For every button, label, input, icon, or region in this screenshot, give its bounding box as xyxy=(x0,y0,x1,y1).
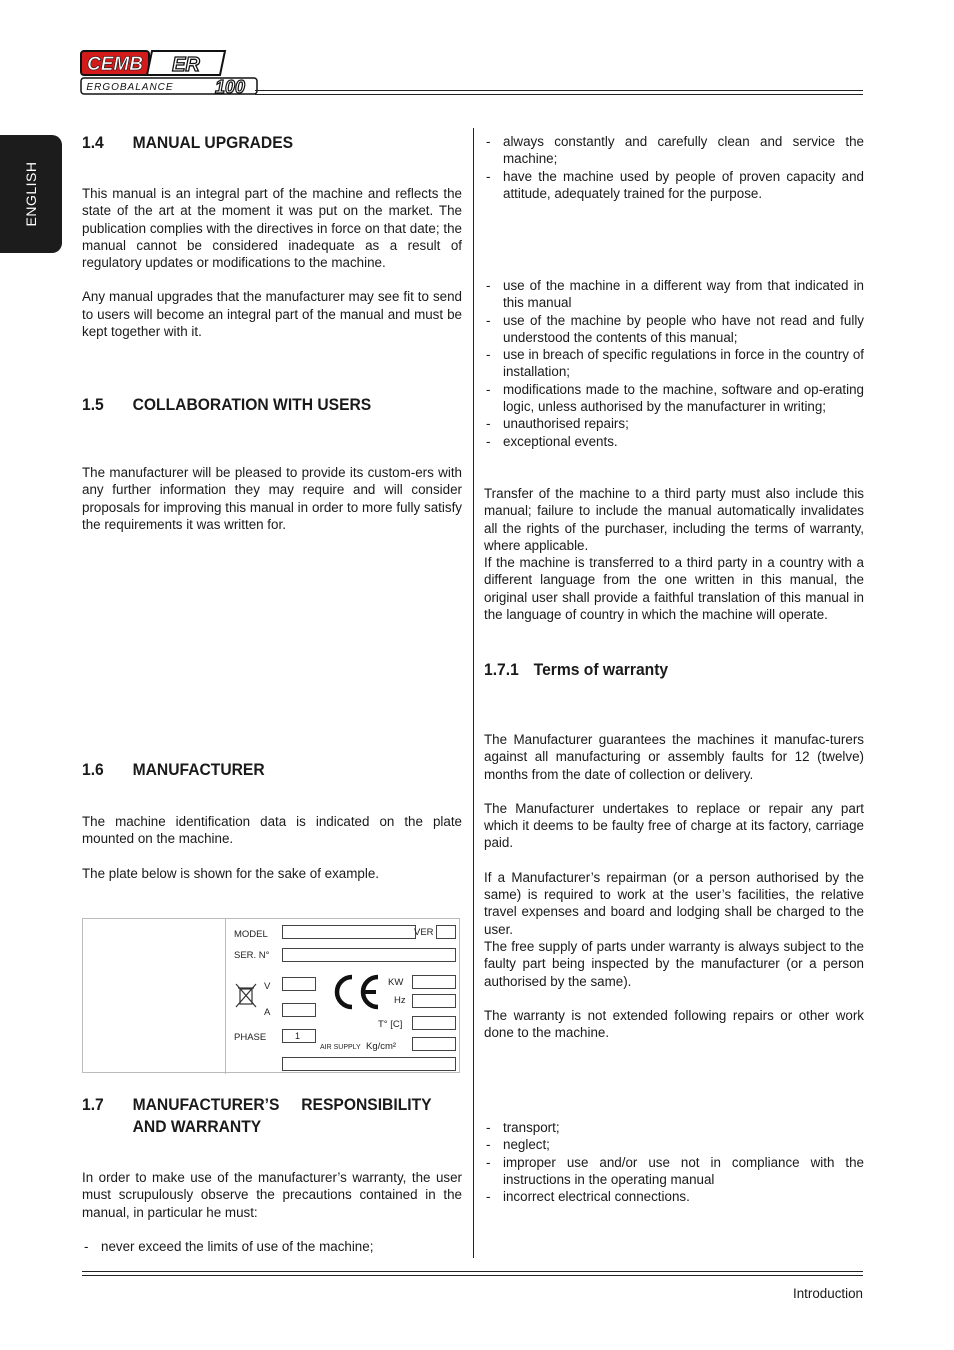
section-1-6-body xyxy=(82,813,462,882)
plate-kw-label: KW xyxy=(388,977,404,988)
list-item: - never exceed the limits of use of the machine; xyxy=(82,1238,462,1255)
plate-temp-box xyxy=(412,1016,456,1030)
plate-phase-label: PHASE xyxy=(234,1032,267,1043)
list-item: - use of the machine in a different way from that indicated in this manual xyxy=(484,277,864,312)
plate-kw-box xyxy=(412,975,456,989)
paragraph: The Manufacturer undertakes to replace or repair any part which it deems to be faulty free of charge at its factory, carriage paid. xyxy=(484,800,864,851)
footer-label: Introduction xyxy=(793,1286,863,1301)
section-1-5-body xyxy=(82,464,462,533)
paragraph: The machine identification data is indicated on the plate mounted on the machine. xyxy=(82,814,462,847)
list-item: - improper use and/or use not in compliance with the instructions in the operating manual xyxy=(484,1154,864,1189)
svg-text:CEMB: CEMB xyxy=(87,54,143,75)
footer-rule xyxy=(82,1275,863,1276)
plate-air-label: AIR SUPPLY xyxy=(320,1044,361,1051)
language-tab xyxy=(0,135,62,253)
list-item: - use of the machine by people who have not read and fully understood the contents of this manual; xyxy=(484,312,864,347)
plate-model-box xyxy=(282,925,416,939)
plate-a-box xyxy=(282,1003,316,1017)
plate-ver-box xyxy=(436,925,456,939)
right-list-1 xyxy=(484,133,864,202)
section-1-4 xyxy=(82,132,462,154)
svg-text:ER: ER xyxy=(172,54,200,76)
section-heading: 1.4 MANUAL UPGRADES xyxy=(82,133,294,152)
plate-kgcm-label: Kg/cm² xyxy=(366,1041,397,1052)
paragraph: The Manufacturer guarantees the machines it manufac-turers against all manufacturing or assembly faults for 12 (twelve) months from the date of collection or delivery. xyxy=(484,732,864,782)
list-item: - exceptional events. xyxy=(484,433,864,450)
plate-hz-box xyxy=(412,994,456,1008)
paragraph: If the machine is transferred to a third party in a country with a different language from the one written in this manual, the original user shall provide a faithful translation of this manual in the language of country in which the machine will operate. xyxy=(484,555,864,623)
cemb-er100-logo xyxy=(80,48,260,96)
paragraph: This manual is an integral part of the machine and reflects the state of the art at the moment it was put on the market. The publication complies with the directives in force on that date; the manual cannot be considered inadequate as a result of regulatory updates or modifications to the machine. xyxy=(82,186,462,271)
plate-air-box xyxy=(412,1037,456,1051)
bullet-list xyxy=(82,1238,462,1255)
header-rule xyxy=(255,94,863,95)
plate-phase-box xyxy=(282,1029,316,1043)
header-rule xyxy=(255,90,863,91)
section-1-7-body xyxy=(82,1169,462,1255)
section-1-7-1 xyxy=(484,659,864,681)
paragraph: The free supply of parts under warranty is always subject to the faulty part being inspected by the manufacturer (or a person authorised by the same). xyxy=(484,938,864,989)
section-1-7 xyxy=(82,1094,462,1138)
column-divider xyxy=(473,128,474,1258)
bullet-list xyxy=(484,133,864,202)
logo-subtext: ERGOBALANCE xyxy=(86,82,174,93)
transfer-paragraphs xyxy=(484,485,864,623)
section-1-6 xyxy=(82,759,462,781)
plate-bottom-box xyxy=(282,1057,456,1071)
warranty-paragraphs xyxy=(484,731,864,1041)
bullet-list xyxy=(484,1119,864,1205)
plate-ver-label: VER xyxy=(414,927,434,938)
plate-fields xyxy=(225,919,462,1074)
section-heading: 1.6 MANUFACTURER xyxy=(82,760,265,779)
list-item: - unauthorised repairs; xyxy=(484,415,864,432)
paragraph: Transfer of the machine to a third party must also include this manual; failure to include the manual automatically invalidates all the rights of the purchaser, including the terms of warranty, where applicable. xyxy=(484,486,864,553)
list-item: - always constantly and carefully clean and service the machine; xyxy=(484,133,864,168)
plate-phase-value: 1 xyxy=(295,1031,301,1041)
plate-model-label: MODEL xyxy=(234,929,268,940)
identification-plate xyxy=(82,918,460,1073)
section-heading: 1.5 COLLABORATION WITH USERS xyxy=(82,395,372,414)
section-1-5 xyxy=(82,394,462,416)
subsection-heading: 1.7.1 Terms of warranty xyxy=(484,660,669,679)
language-tab-label: ENGLISH xyxy=(23,161,39,227)
section-1-4-body xyxy=(82,185,462,340)
plate-a-label: A xyxy=(264,1007,271,1018)
paragraph: The manufacturer will be pleased to provide its custom-ers with any further information they may require and will consider proposals for improving this manual in order to more fully satisfy the requirements it was written for. xyxy=(82,465,462,532)
plate-v-label: V xyxy=(264,981,271,992)
right-list-3 xyxy=(484,1119,864,1205)
footer-rule xyxy=(82,1271,863,1272)
section-heading: 1.7 MANUFACTURER’S RESPONSIBILITY AND WARRANTY xyxy=(82,1095,432,1136)
plate-v-box xyxy=(282,977,316,991)
paragraph: Any manual upgrades that the manufacturer may see fit to send to users will become an integral part of the manual and must be kept together with it. xyxy=(82,289,462,340)
list-item: - modifications made to the machine, software and op-erating logic, unless authorised by the manufacturer in writing; xyxy=(484,381,864,416)
bullet-list xyxy=(484,277,864,450)
list-item: - neglect; xyxy=(484,1136,864,1153)
plate-ser-box xyxy=(282,948,456,962)
list-item: - use in breach of specific regulations in force in the country of installation; xyxy=(484,346,864,381)
paragraph: In order to make use of the manufacturer’s warranty, the user must scrupulously observe the precautions contained in the manual, in particular he must: xyxy=(82,1170,462,1220)
right-list-2 xyxy=(484,277,864,450)
plate-hz-label: Hz xyxy=(394,995,406,1006)
paragraph: The warranty is not extended following repairs or other work done to the machine. xyxy=(484,1007,864,1041)
ce-mark-icon xyxy=(330,973,382,1011)
plate-ser-label: SER. N° xyxy=(234,950,270,961)
paragraph: If a Manufacturer’s repairman (or a person authorised by the same) is required to work at the user’s facilities, the relative travel expenses and board and lodging shall be charged to the user. xyxy=(484,869,864,937)
list-item: - incorrect electrical connections. xyxy=(484,1188,864,1205)
plate-temp-label: T° [C] xyxy=(378,1019,403,1030)
waste-bin-icon xyxy=(234,983,258,1009)
paragraph: The plate below is shown for the sake of example. xyxy=(82,865,379,881)
list-item: - have the machine used by people of proven capacity and attitude, adequately trained for the purpose. xyxy=(484,168,864,203)
svg-text:100: 100 xyxy=(214,77,246,96)
list-item: - transport; xyxy=(484,1119,864,1136)
